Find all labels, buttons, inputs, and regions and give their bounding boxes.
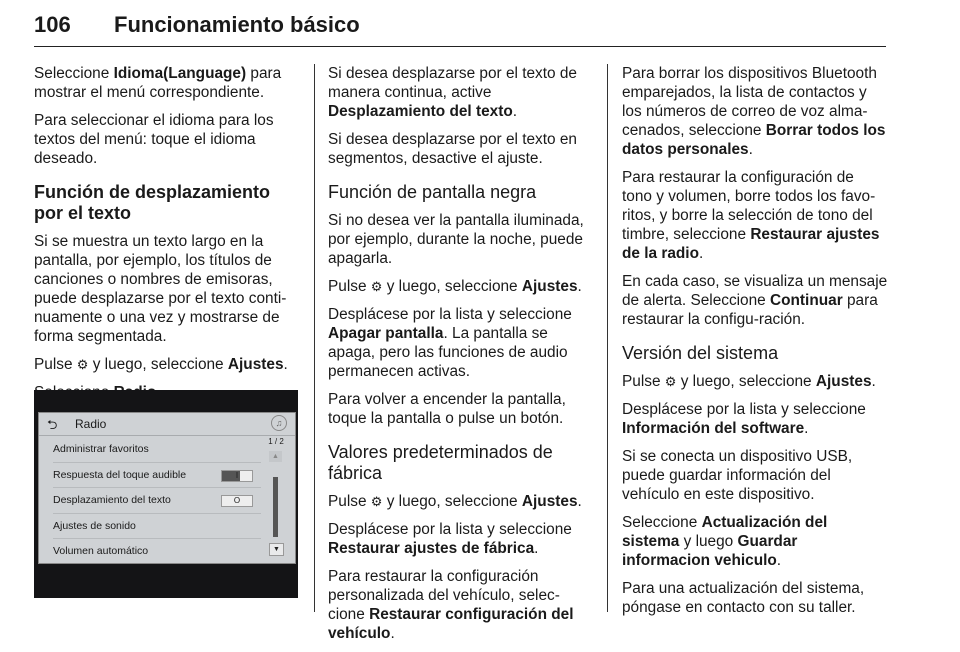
list-item[interactable]: Administrar favoritos bbox=[53, 437, 261, 463]
settings-list bbox=[53, 437, 261, 564]
scroll-up-icon[interactable]: ▲ bbox=[269, 451, 282, 462]
paragraph: Para una actualización del sistema, póngase en contacto con su taller. bbox=[622, 580, 865, 616]
scroll-thumb[interactable] bbox=[273, 477, 278, 537]
section-heading: Función de pantalla negra bbox=[328, 182, 537, 202]
page-indicator: 1 / 2 bbox=[268, 437, 284, 446]
column-divider bbox=[314, 64, 315, 612]
paragraph: En cada caso, se visualiza un mensaje de alerta. Seleccione Continuar para restaurar la configu-ración. bbox=[622, 273, 888, 328]
back-arrow-icon[interactable]: ⮌ bbox=[47, 417, 58, 432]
panel-titlebar bbox=[39, 413, 295, 436]
column-divider bbox=[607, 64, 608, 612]
gear-icon: ⚙ bbox=[370, 494, 383, 509]
page-number: 106 bbox=[34, 12, 71, 37]
column-1 bbox=[34, 64, 300, 411]
paragraph: Desplácese por la lista y seleccione Restaurar ajustes de fábrica. bbox=[328, 521, 572, 557]
section-heading: Versión del sistema bbox=[622, 343, 779, 363]
settings-panel bbox=[38, 412, 296, 564]
paragraph: Si se muestra un texto largo en la pantalla, por ejemplo, los títulos de canciones o nombres de emisoras, puede desplazarse por el texto conti-nuamente o una vez y mostrarse de forma segmentada. bbox=[34, 233, 287, 345]
paragraph: Si desea desplazarse por el texto en segmentos, desactive el ajuste. bbox=[328, 131, 577, 167]
list-item[interactable]: Desplazamiento del texto O bbox=[53, 488, 261, 514]
list-item[interactable]: Ajustes de sonido bbox=[53, 514, 261, 540]
list-item[interactable]: Volumen automático bbox=[53, 545, 149, 557]
paragraph: Para borrar los dispositivos Bluetooth emparejados, la lista de contactos y los números de correo de voz alma-cenados, seleccione Borrar todos los datos personales. bbox=[622, 65, 886, 158]
list-item[interactable]: Respuesta del toque audible I bbox=[53, 463, 261, 489]
paragraph: Si se conecta un dispositivo USB, puede guardar información del vehículo en este dispositivo. bbox=[622, 448, 853, 503]
page-header bbox=[34, 8, 886, 47]
paragraph: Seleccione Actualización del sistema y luego Guardar informacion vehiculo. bbox=[622, 514, 828, 569]
scroll-down-icon[interactable]: ▼ bbox=[269, 543, 284, 556]
paragraph: Desplácese por la lista y seleccione Información del software. bbox=[622, 401, 866, 437]
music-note-icon[interactable]: ♫ bbox=[271, 415, 287, 431]
panel-title: Radio bbox=[75, 417, 107, 431]
paragraph: Si desea desplazarse por el texto de manera continua, active Desplazamiento del texto. bbox=[328, 65, 577, 120]
column-2 bbox=[328, 64, 594, 652]
paragraph: Si no desea ver la pantalla iluminada, por ejemplo, durante la noche, puede apagarla. bbox=[328, 212, 584, 267]
toggle-switch[interactable]: O bbox=[221, 495, 253, 507]
paragraph: Para volver a encender la pantalla, toque la pantalla o pulse un botón. bbox=[328, 391, 566, 427]
paragraph: Seleccione Idioma(Language) para mostrar el menú correspondiente. bbox=[34, 65, 282, 101]
paragraph: Pulse ⚙ y luego, seleccione Ajustes. bbox=[328, 278, 582, 295]
column-3 bbox=[622, 64, 888, 626]
paragraph: Para seleccionar el idioma para los textos del menú: toque el idioma deseado. bbox=[34, 112, 274, 167]
paragraph: Pulse ⚙ y luego, seleccione Ajustes. bbox=[34, 356, 288, 373]
scrollbar[interactable] bbox=[267, 437, 283, 555]
gear-icon: ⚙ bbox=[76, 357, 89, 372]
toggle-switch[interactable]: I bbox=[221, 470, 253, 482]
gear-icon: ⚙ bbox=[664, 374, 677, 389]
paragraph: Para restaurar la configuración de tono y volumen, borre todos los favo-ritos, y borre la selección de tono del timbre, seleccione Restaurar ajustes de la radio. bbox=[622, 169, 880, 262]
section-heading: Valores predeterminados de fábrica bbox=[328, 442, 553, 483]
paragraph: Desplácese por la lista y seleccione Apagar pantalla. La pantalla se apaga, pero las funciones de audio permanecen activas. bbox=[328, 306, 572, 380]
radio-settings-screenshot bbox=[34, 390, 298, 598]
section-heading: Función de desplazamiento por el texto bbox=[34, 182, 271, 223]
paragraph: Para restaurar la configuración personalizada del vehículo, selec-cione Restaurar configuración del vehículo. bbox=[328, 568, 574, 642]
gear-icon: ⚙ bbox=[370, 279, 383, 294]
paragraph: Pulse ⚙ y luego, seleccione Ajustes. bbox=[622, 373, 876, 390]
paragraph: Pulse ⚙ y luego, seleccione Ajustes. bbox=[328, 493, 582, 510]
chapter-title: Funcionamiento básico bbox=[114, 12, 360, 37]
